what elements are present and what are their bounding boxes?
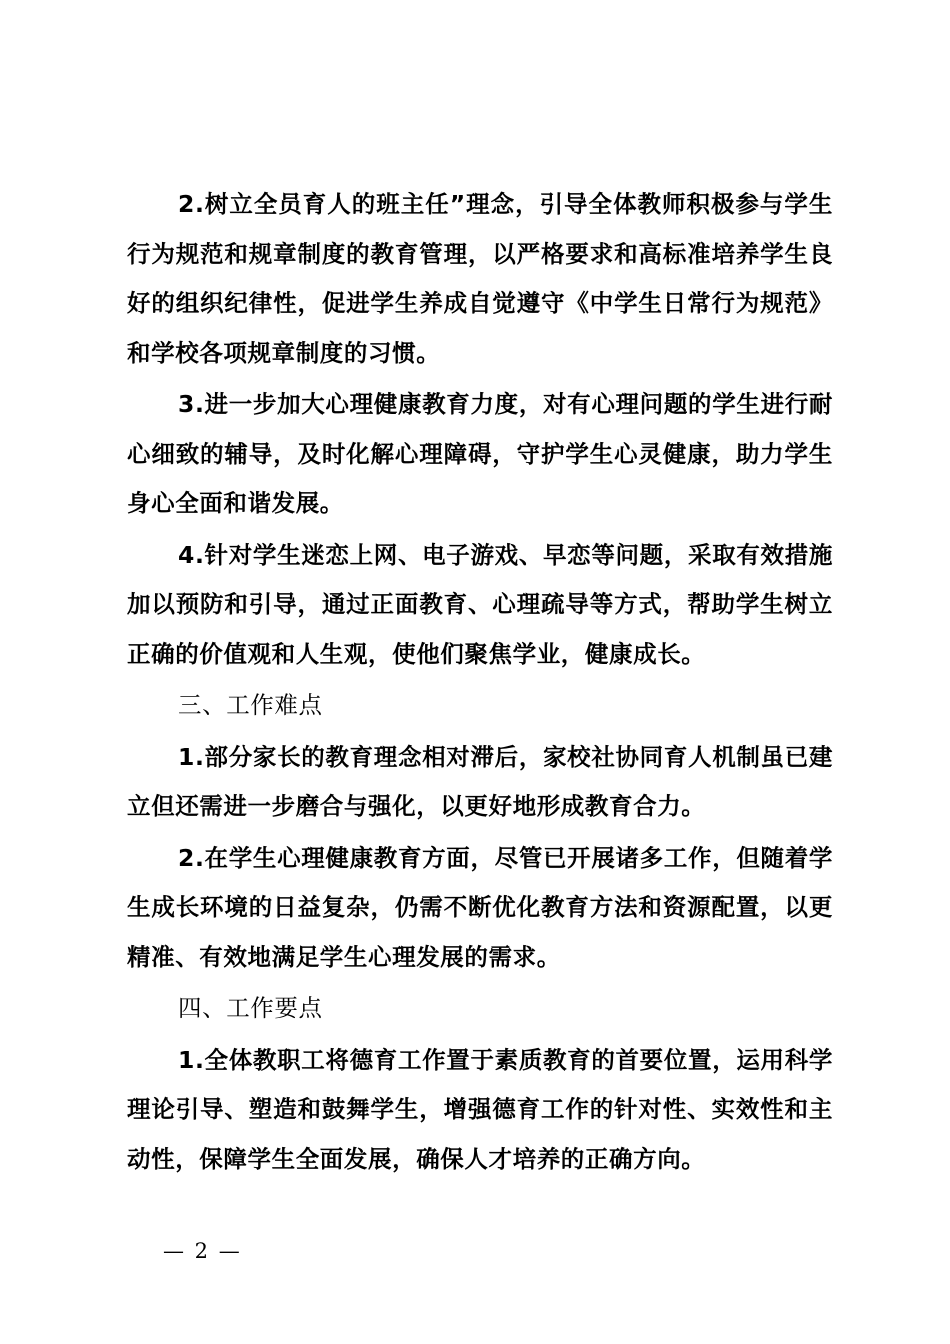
document-body (127, 180, 833, 1186)
paragraph-item-2: 2.树立全员育人的班主任”理念，引导全体教师积极参与学生行为规范和规章制度的教育管理，以严格要求和高标准培养学生良好的组织纪律性，促进学生养成自觉遵守《中学生日常行为规范》和学校各项规章制度的习惯。 (127, 190, 833, 367)
difficulty-item-1: 1.部分家长的教育理念相对滞后，家校社协同育人机制虽已建立但还需进一步磨合与强化，以更好地形成教育合力。 (127, 742, 833, 820)
key-point-item-1: 1.全体教职工将德育工作置于素质教育的首要位置，运用科学理论引导、塑造和鼓舞学生，增强德育工作的针对性、实效性和主动性，保障学生全面发展，确保人才培养的正确方向。 (127, 1045, 833, 1173)
paragraph-item-4: 4.针对学生迷恋上网、电子游戏、早恋等问题，采取有效措施加以预防和引导，通过正面教育、心理疏导等方式，帮助学生树立正确的价值观和人生观，使他们聚焦学业，健康成长。 (127, 540, 833, 668)
difficulty-item-2: 2.在学生心理健康教育方面，尽管已开展诸多工作，但随着学生成长环境的日益复杂，仍需不断优化教育方法和资源配置，以更精准、有效地满足学生心理发展的需求。 (127, 843, 833, 971)
section-heading-key-points: 四、工作要点 (178, 994, 323, 1022)
section-heading-difficulties: 三、工作难点 (178, 691, 323, 719)
page-number: — 2 — (163, 1239, 242, 1263)
paragraph-item-3: 3.进一步加大心理健康教育力度，对有心理问题的学生进行耐心细致的辅导，及时化解心理障碍，守护学生心灵健康，助力学生身心全面和谐发展。 (127, 390, 833, 517)
